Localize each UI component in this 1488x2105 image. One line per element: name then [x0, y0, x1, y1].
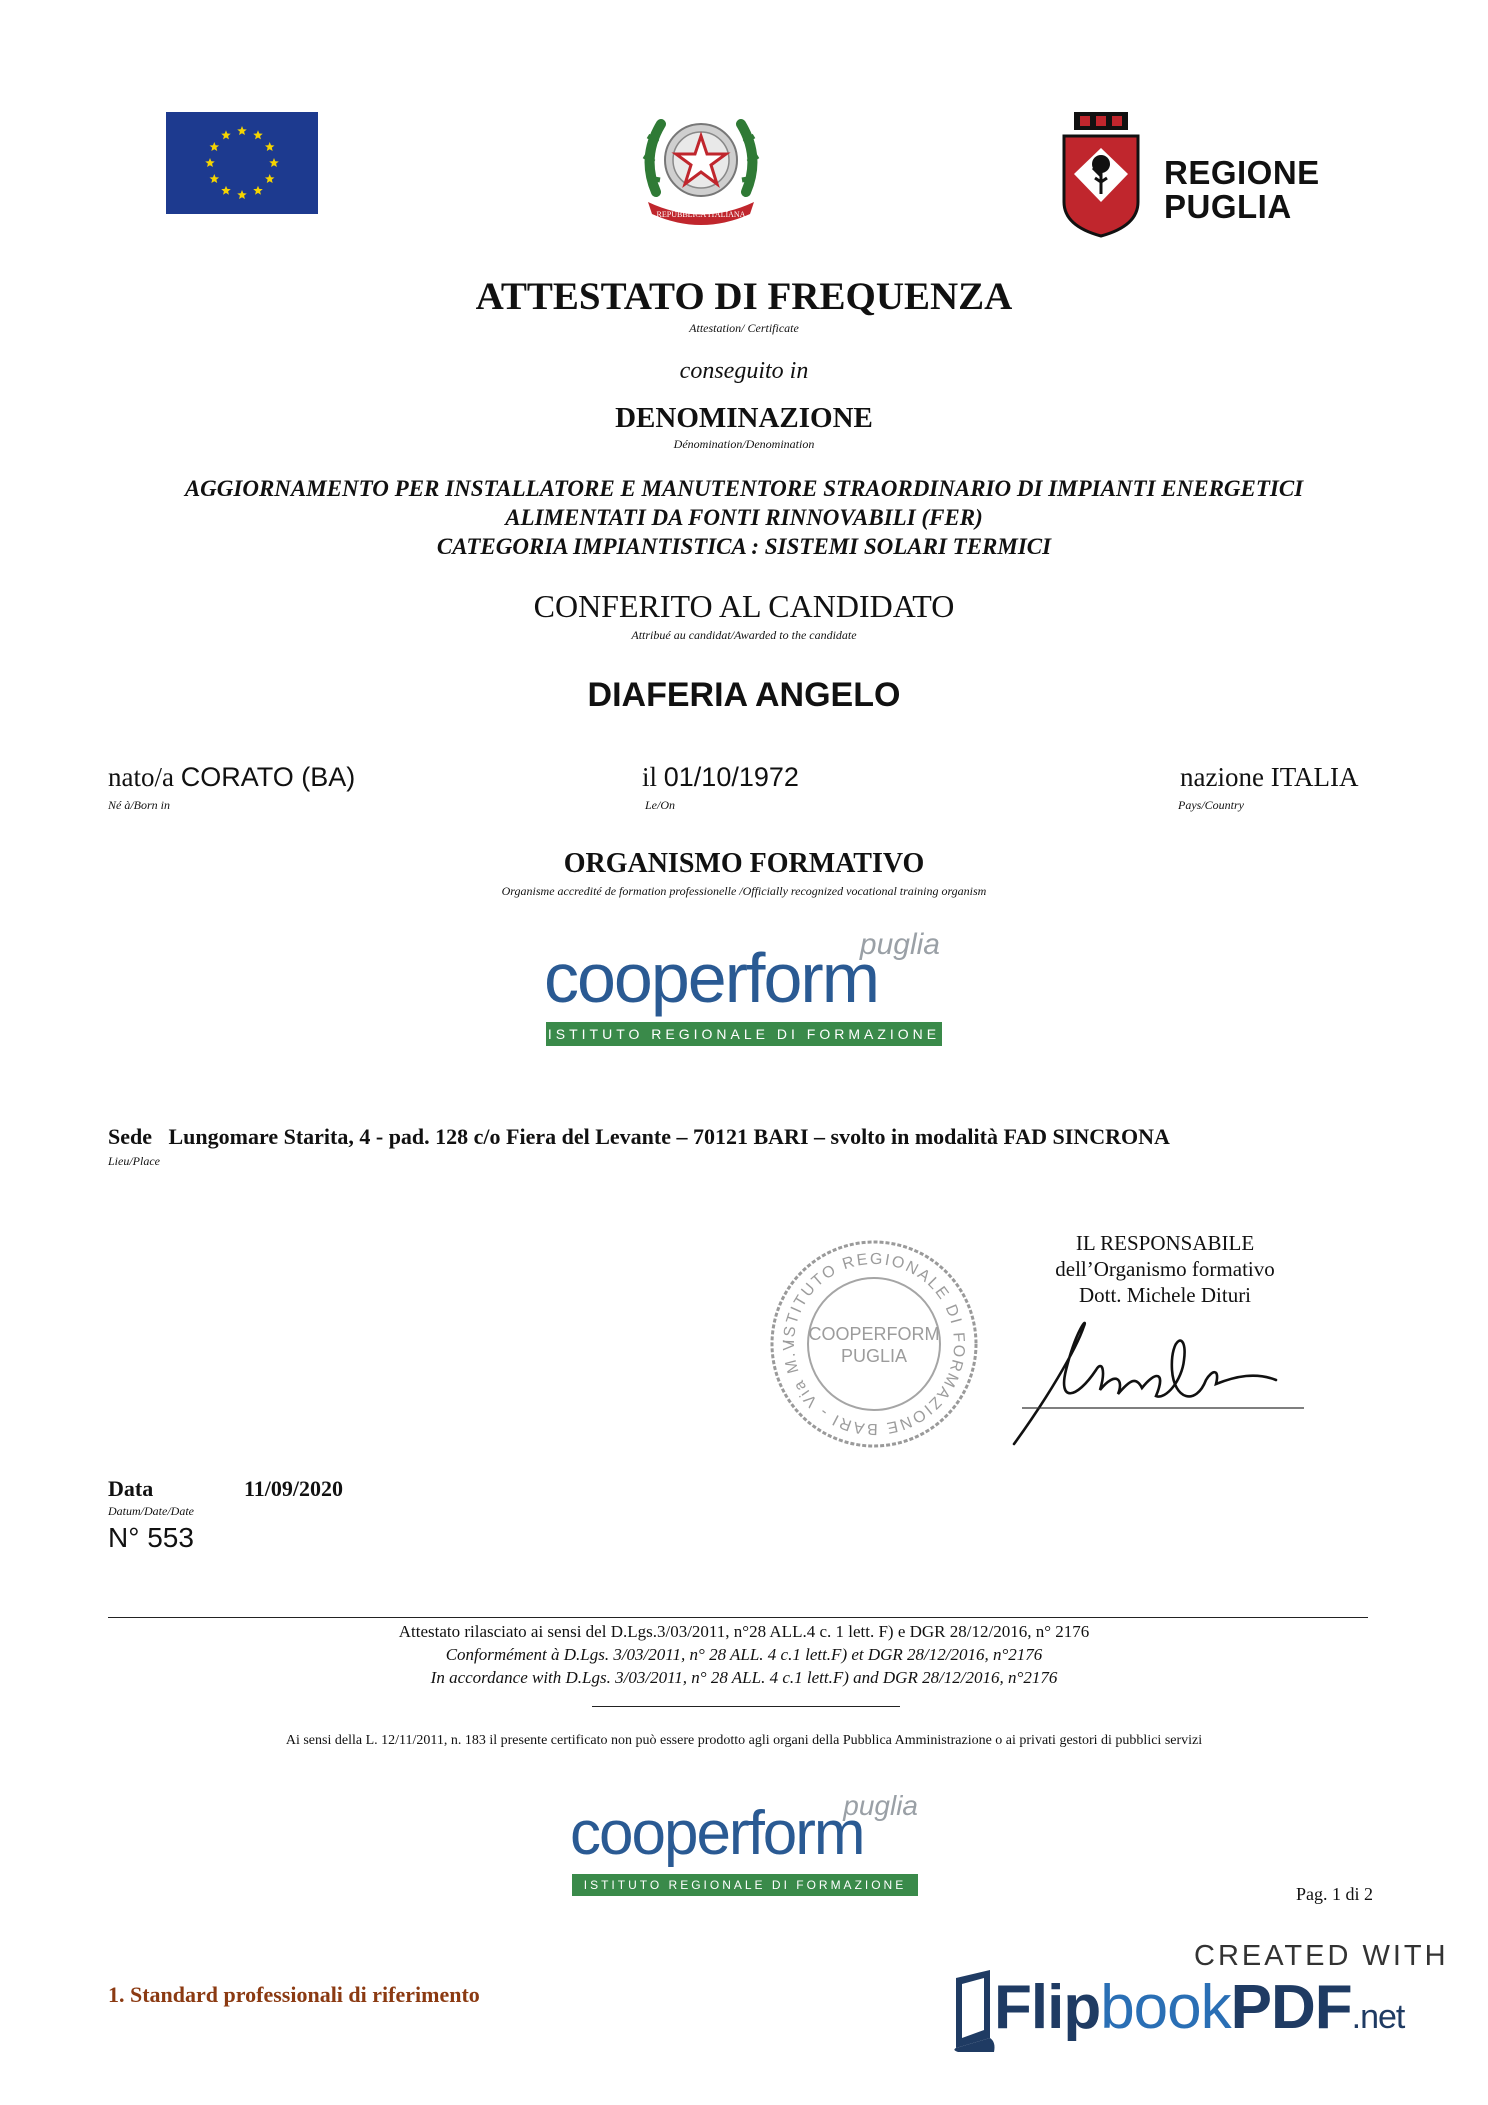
signature [1006, 1310, 1306, 1450]
flipbookpdf-logo[interactable] [950, 1966, 1430, 2056]
stamp-ring-text: ISTITUTO REGIONALE DI FORMAZIONE BARI - Via M.V [780, 1250, 968, 1438]
sede-line [108, 1124, 1170, 1150]
responsabile-org: dell’Organismo formativo [1055, 1257, 1275, 1281]
nation [1180, 762, 1359, 793]
data-line [108, 1476, 343, 1502]
net-text: .net [1351, 1998, 1405, 2036]
cooperform-tagline: ISTITUTO REGIONALE DI FORMAZIONE [572, 1874, 918, 1896]
birth-date-sub: Le/On [645, 798, 675, 812]
conferito-label: CONFERITO AL CANDIDATO [533, 588, 955, 624]
sede-sub: Lieu/Place [108, 1154, 160, 1168]
data-label: Data [108, 1476, 154, 1501]
data-value: 11/09/2020 [244, 1476, 344, 1501]
nation-sub: Pays/Country [1178, 798, 1244, 812]
italian-republic-emblem [636, 102, 766, 228]
footer-legal-en: In accordance with D.Lgs. 3/03/2011, n° 28 ALL. 4 c.1 lett.F) and DGR 28/12/2016, n°2176 [430, 1668, 1058, 1687]
cooperform-puglia-label: puglia [859, 928, 940, 961]
denominazione-label: DENOMINAZIONE [615, 402, 873, 434]
certificate-title: ATTESTATO DI FREQUENZA [475, 275, 1013, 318]
birth-place-value: CORATO (BA) [180, 762, 356, 792]
book-icon [950, 1968, 1000, 2054]
stamp-center-line1: COOPERFORM [808, 1324, 940, 1344]
birth-place-sub: Né à/Born in [108, 798, 170, 812]
pdf-text: PDF [1230, 1973, 1352, 2042]
cooperform-logo-footer [570, 1790, 920, 1902]
conseguito-text: conseguito in [679, 358, 809, 384]
created-with-label: CREATED WITH [1194, 1940, 1449, 1972]
cooperform-puglia-label: puglia [843, 1790, 918, 1821]
course-title-line: ALIMENTATI DA FONTI RINNOVABILI (FER) [505, 505, 983, 530]
conferito-sub: Attribué au candidat/Awarded to the candidate [631, 628, 857, 642]
cooperform-tagline: ISTITUTO REGIONALE DI FORMAZIONE [546, 1022, 942, 1046]
birth-place-label: nato/a [108, 762, 174, 792]
organismo-sub: Organisme accredité de formation professionelle /Officially recognized vocational training organism [501, 884, 987, 898]
regione-label: REGIONE [1164, 154, 1320, 191]
footer-legal-it: Attestato rilasciato ai sensi del D.Lgs.3/03/2011, n°28 ALL.4 c. 1 lett. F) e DGR 28/12/2016, n° 2176 [398, 1622, 1090, 1641]
official-stamp [768, 1238, 980, 1450]
birth-date-value: 01/10/1972 [663, 762, 799, 792]
course-title-line: CATEGORIA IMPIANTISTICA : SISTEMI SOLARI TERMICI [436, 534, 1052, 559]
section-heading: 1. Standard professionali di riferimento [108, 1982, 480, 2007]
cooperform-logo [544, 928, 944, 1048]
footer-privacy: Ai sensi della L. 12/11/2011, n. 183 il presente certificato non può essere prodotto agli organi della Pubblica Amministrazione o ai privati gestori di pubblici servizi [285, 1733, 1203, 1748]
nation-value: ITALIA [1270, 762, 1359, 792]
course-title-line: AGGIORNAMENTO PER INSTALLATORE E MANUTENTORE STRAORDINARIO DI IMPIANTI ENERGETICI [184, 476, 1304, 501]
footer-short-divider [592, 1706, 900, 1707]
flip-text: Flip [994, 1973, 1101, 2042]
eu-flag [166, 112, 318, 214]
cooperform-wordmark: cooperform [544, 939, 879, 1017]
certificate-title-sub: Attestation/ Certificate [689, 321, 799, 335]
organismo-label: ORGANISMO FORMATIVO [563, 848, 925, 879]
sede-label: Sede [108, 1124, 152, 1149]
candidate-name: DIAFERIA ANGELO [587, 676, 901, 714]
denominazione-sub: Dénomination/Denomination [673, 437, 815, 451]
nation-label: nazione [1180, 762, 1264, 792]
cooperform-wordmark: cooperform [570, 1799, 864, 1868]
footer-legal-fr: Conformément à D.Lgs. 3/03/2011, n° 28 ALL. 4 c.1 lett.F) et DGR 28/12/2016, n°2176 [445, 1645, 1043, 1664]
stamp-center-line2: PUGLIA [840, 1346, 908, 1366]
regione-puglia-logo [1060, 110, 1320, 240]
sede-value: Lungomare Starita, 4 - pad. 128 c/o Fiera del Levante – 70121 BARI – svolto in modalità FAD SINCRONA [168, 1124, 1170, 1149]
svg-text:REPUBBLICA ITALIANA: REPUBBLICA ITALIANA [656, 210, 746, 219]
data-sub: Datum/Date/Date [108, 1504, 194, 1518]
footer-divider [108, 1617, 1368, 1618]
responsabile-block [1000, 1230, 1330, 1308]
certificate-number: N° 553 [108, 1522, 194, 1553]
book-text: book [1100, 1973, 1231, 2042]
birth-date [642, 762, 799, 793]
responsabile-name: Dott. Michele Dituri [1078, 1283, 1252, 1307]
course-title [0, 474, 1488, 561]
birth-place [108, 762, 355, 793]
flipbookpdf-wordmark [994, 1968, 1404, 2057]
birth-date-label: il [642, 762, 658, 792]
responsabile-title: IL RESPONSABILE [1075, 1231, 1255, 1255]
puglia-label: PUGLIA [1164, 188, 1292, 225]
page-number: Pag. 1 di 2 [1296, 1884, 1374, 1904]
